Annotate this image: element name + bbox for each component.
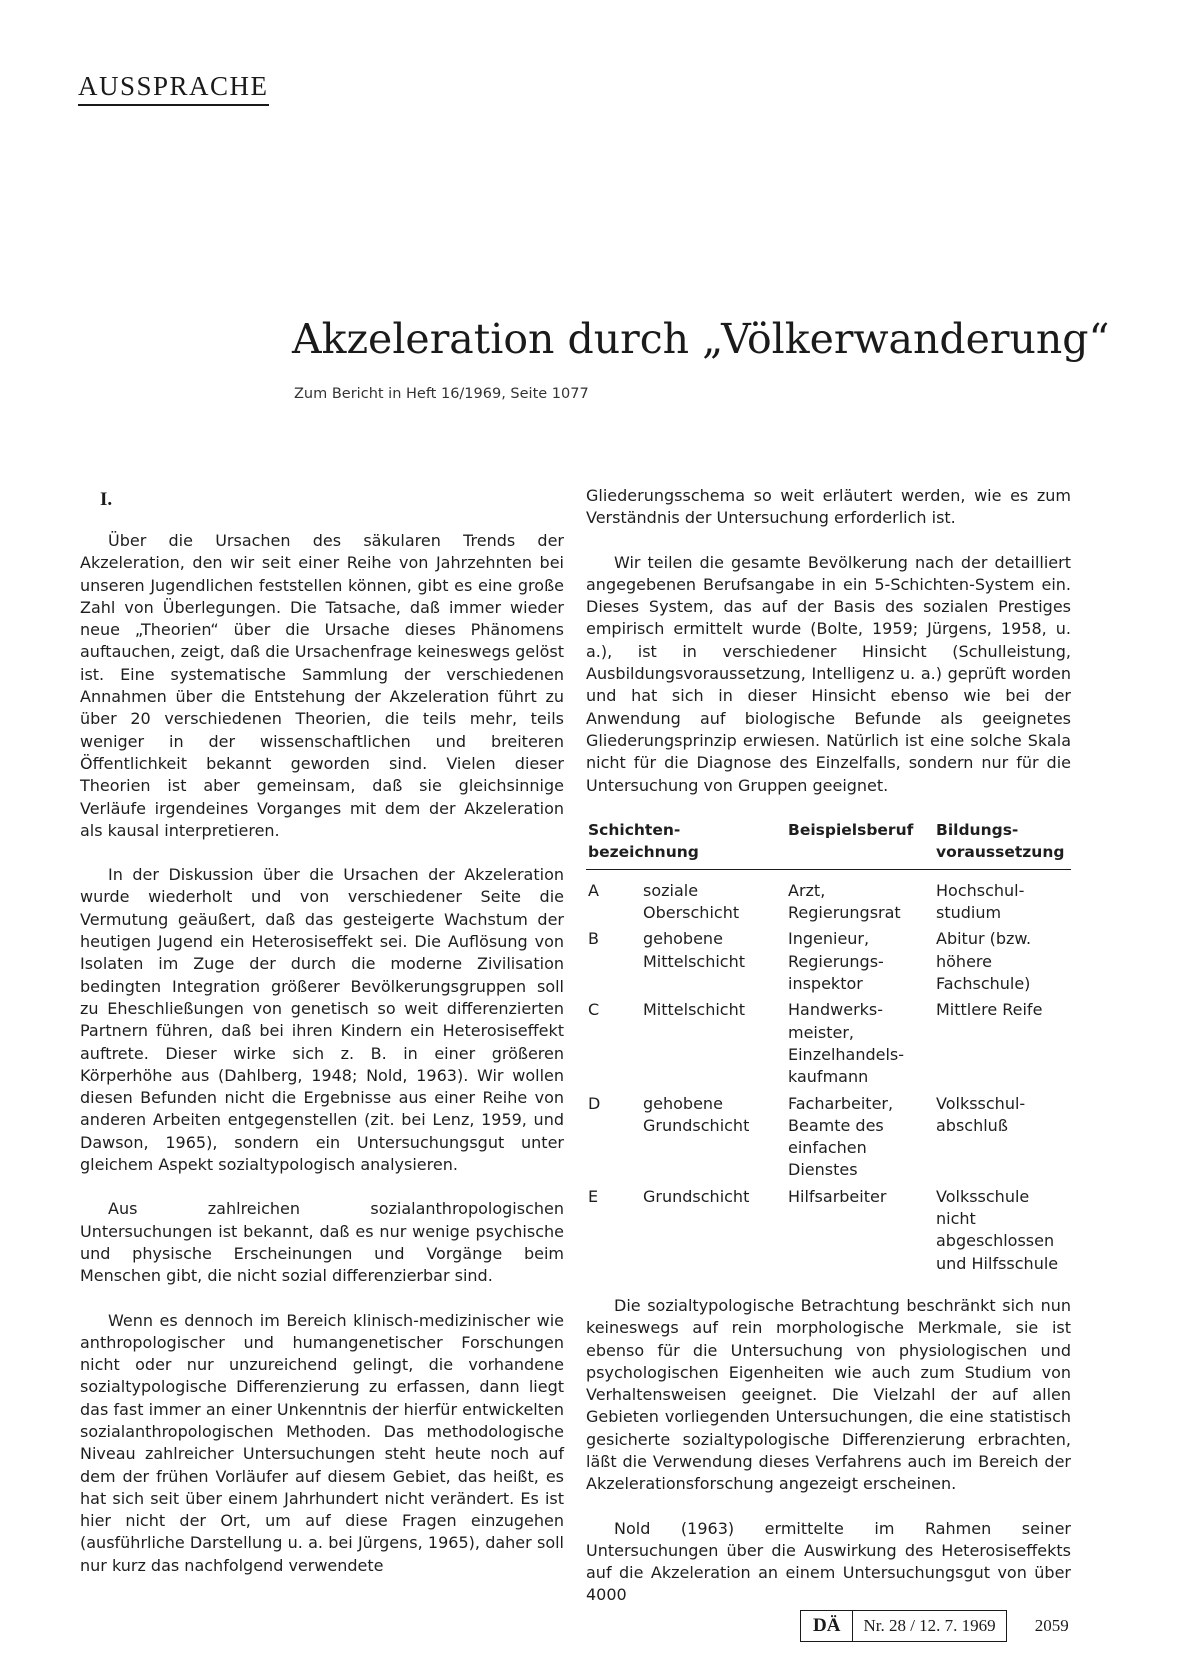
table-row bbox=[586, 926, 1071, 997]
strata-name: gehobene Grundschicht bbox=[643, 1093, 750, 1135]
page-footer bbox=[800, 1610, 1069, 1642]
table-row bbox=[586, 1184, 1071, 1277]
paragraph: Die sozialtypologische Betrachtung beschränkt sich nun keineswegs auf rein morphologische Merkmale, sie ist ebenso für die Untersuchung von physiologischen und psychologischen Eigenheiten wie auch zum Studium von Verhaltensweisen geeignet. Die Vielzahl der auf allen Gebieten vorliegenden Untersuchungen, die eine statistisch gesicherte sozialtypologische Differenzierung erbrachten, läßt die Verwendung dieses Verfahrens auch im Bereich der Akzelerationsforschung angezeigt erscheinen. bbox=[586, 1295, 1071, 1494]
strata-code: C bbox=[588, 1000, 600, 1020]
table-row bbox=[586, 997, 1071, 1090]
strata-name: Grundschicht bbox=[643, 1186, 750, 1206]
social-strata-table bbox=[586, 819, 1071, 1277]
example-job: Handwerks-meister, Einzelhandels-kaufmann bbox=[788, 1000, 905, 1087]
education-requirement: Hochschul-studium bbox=[936, 880, 1025, 923]
strata-code: E bbox=[588, 1186, 599, 1206]
journal-issue: Nr. 28 / 12. 7. 1969 bbox=[863, 1616, 996, 1635]
education-requirement: Volksschul-abschluß bbox=[936, 1093, 1026, 1135]
strata-name: soziale Oberschicht bbox=[643, 880, 740, 923]
example-job: Hilfsarbeiter bbox=[788, 1186, 887, 1206]
column-header-education: Bildungs-voraussetzung bbox=[936, 819, 1071, 870]
section-label: AUSSPRACHE bbox=[78, 72, 269, 106]
paragraph: In der Diskussion über die Ursachen der Akzeleration wurde wiederholt und von verschiedener Seite die Vermutung geäußert, daß das gesteigerte Wachstum der heutigen Jugend ein Heterosiseffekt sei. Die Auflösung von Isolaten im Zuge der durch die moderne Zivilisation bedingten Integration größerer Bevölkerungsgruppen soll zu Eheschließungen von genetisch so weit differenzierten Partnern führen, daß bei ihren Kindern ein Heterosiseffekt auftrete. Dieser wirke sich z. B. in einer größeren Körperhöhe aus (Dahlberg, 1948; Nold, 1963). Wir wollen diesen Befunden nicht die Ergebnisse aus einer Reihe von anderen Arbeiten entgegenstellen (zit. bei Lenz, 1959, und Dawson, 1965), sondern ein Untersuchungsgut unter gleichem Aspekt sozialtypologisch analysieren. bbox=[80, 865, 564, 1175]
column-header-strata: Schichten-bezeichnung bbox=[586, 819, 788, 870]
page-number: 2059 bbox=[1034, 1616, 1069, 1635]
column-header-example-job: Beispielsberuf bbox=[788, 819, 936, 870]
education-requirement: Abitur (bzw. höhere Fachschule) bbox=[936, 929, 1032, 994]
paragraph: Gliederungsschema so weit erläutert werden, wie es zum Verständnis der Untersuchung erforderlich ist. bbox=[586, 486, 1071, 528]
paragraph: Wenn es dennoch im Bereich klinisch-medizinischer wie anthropologischer und humangenetischer Forschungen nicht oder nur unzureichend gelingt, die vorhandene sozialtypologische Differenzierung zu erfassen, dann liegt das fast immer an einer Unkenntnis der hierfür entwickelten sozialanthropologischen Methoden. Das methodologische Niveau zahlreicher Untersuchungen steht heute noch auf dem der frühen Vorläufer auf diesem Gebiet, das heißt, es hat sich seit über einem Jahrhundert nicht verändert. Es ist hier nicht der Ort, um auf diese Fragen einzugehen (ausführliche Darstellung u. a. bei Jürgens, 1965), daher soll nur kurz das nachfolgend verwendete bbox=[80, 1310, 564, 1575]
strata-code: A bbox=[588, 880, 599, 900]
strata-name: gehobene Mittelschicht bbox=[643, 929, 746, 971]
paragraph: Über die Ursachen des säkularen Trends der Akzeleration, den wir seit einer Reihe von Jahrzehnten bei unseren Jugendlichen feststellen können, gibt es eine große Zahl von Überlegungen. Die Tatsache, daß immer wieder neue „Theorien“ über die Ursache dieses Phänomens auftauchen, zeigt, daß die Ursachenfrage keineswegs gelöst ist. Eine systematische Sammlung der verschiedenen Annahmen über die Entstehung der Akzeleration führt zu über 20 verschiedenen Theorien, die teils mehr, teils weniger in der wissenschaftlichen und breiteren Öffentlichkeit bekannt geworden sind. Vielen dieser Theorien ist aber gemeinsam, daß sie gleichsinnige Verläufe irgendeines Vorganges mit dem der Akzeleration als kausal interpretieren. bbox=[80, 531, 564, 840]
education-requirement: Mittlere Reife bbox=[936, 1000, 1043, 1020]
journal-issue-box bbox=[800, 1610, 1007, 1642]
article-subtitle: Zum Bericht in Heft 16/1969, Seite 1077 bbox=[294, 386, 589, 402]
strata-name: Mittelschicht bbox=[643, 1000, 746, 1020]
journal-logo: DÄ bbox=[801, 1611, 853, 1641]
education-requirement: Volksschule nicht abgeschlossen und Hilfsschule bbox=[936, 1186, 1059, 1273]
left-column bbox=[80, 486, 564, 1577]
right-column bbox=[586, 485, 1071, 1607]
table-row bbox=[586, 1091, 1071, 1184]
strata-code: B bbox=[588, 929, 599, 949]
table-header-row bbox=[586, 819, 1071, 870]
paragraph: Aus zahlreichen sozialanthropologischen Untersuchungen ist bekannt, daß es nur wenige psychische und physische Erscheinungen und Vorgänge beim Menschen gibt, die nicht sozial differenzierbar sind. bbox=[80, 1199, 564, 1286]
example-job: Ingenieur, Regierungs-inspektor bbox=[788, 929, 884, 994]
example-job: Arzt, Regierungsrat bbox=[788, 880, 901, 923]
paragraph: Nold (1963) ermittelte im Rahmen seiner Untersuchungen über die Auswirkung des Heterosiseffekts auf die Akzeleration an einem Untersuchungsgut von über 4000 bbox=[586, 1518, 1071, 1605]
strata-code: D bbox=[588, 1093, 601, 1113]
table-row bbox=[586, 869, 1071, 926]
section-heading: I. bbox=[100, 489, 113, 510]
example-job: Facharbeiter, Beamte des einfachen Dienstes bbox=[788, 1093, 894, 1180]
paragraph: Wir teilen die gesamte Bevölkerung nach der detailliert angegebenen Berufsangabe in ein 5-Schichten-System ein. Dieses System, das auf der Basis des sozialen Prestiges empirisch ermittelt wurde (Bolte, 1959; Jürgens, 1958, u. a.), ist in verschiedener Hinsicht (Schulleistung, Ausbildungsvoraussetzung, Intelligenz u. a.) geprüft worden und hat sich in dieser Hinsicht ebenso wie bei der Anwendung auf biologische Befunde als geeignetes Gliederungsprinzip erwiesen. Natürlich ist eine solche Skala nicht für die Diagnose des Einzelfalls, sondern nur für die Untersuchung von Gruppen geeignet. bbox=[586, 552, 1071, 795]
article-title: Akzeleration durch „Völkerwanderung“ bbox=[292, 315, 1110, 364]
